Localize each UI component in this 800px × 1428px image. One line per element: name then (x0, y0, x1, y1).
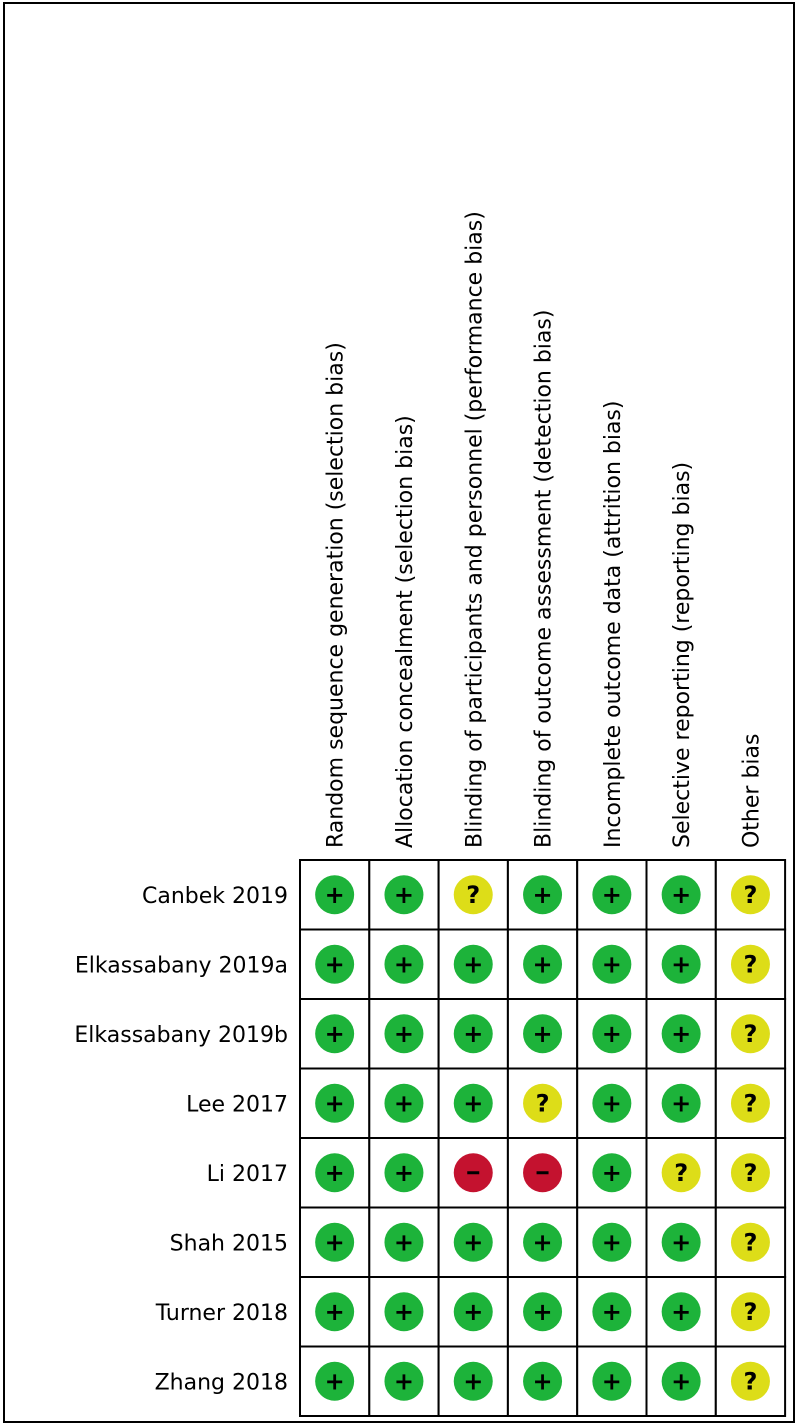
judgement-symbol: + (393, 1367, 415, 1396)
judgement-symbol: + (324, 1158, 345, 1187)
domain-label: Blinding of outcome assessment (detection bias) (531, 309, 557, 848)
judgement-symbol: + (393, 1228, 415, 1257)
study-label: Elkassabany 2019b (74, 1022, 288, 1048)
domain-label: Allocation concealment (selection bias) (392, 415, 418, 848)
judgement-symbol: + (324, 1228, 345, 1257)
judgement-symbol: + (324, 1297, 345, 1326)
judgement-symbol: + (532, 1297, 553, 1326)
judgement-symbol: + (601, 1019, 622, 1048)
risk-of-bias-grid (5, 4, 797, 1425)
judgement-symbol: + (463, 1019, 484, 1048)
study-label: Shah 2015 (169, 1231, 288, 1257)
judgement-symbol: + (393, 1089, 415, 1118)
judgement-symbol: + (601, 1297, 622, 1326)
judgement-symbol: + (324, 1367, 345, 1396)
judgement-symbol: ? (743, 1089, 758, 1118)
judgement-symbol: ? (743, 1019, 758, 1048)
judgement-symbol: + (324, 880, 345, 909)
judgement-symbol: ? (743, 1228, 758, 1257)
domain-label: Selective reporting (reporting bias) (670, 461, 696, 848)
judgement-symbol: + (532, 1367, 553, 1396)
judgement-symbol: + (393, 1019, 415, 1048)
domain-label: Other bias (739, 733, 765, 848)
judgement-symbol: ? (743, 950, 758, 979)
judgement-symbol: + (463, 1089, 484, 1118)
domain-label: Incomplete outcome data (attrition bias) (600, 400, 626, 848)
judgement-symbol: + (671, 1367, 692, 1396)
judgement-symbol: ? (674, 1158, 689, 1187)
minus-sign (467, 1171, 479, 1174)
judgement-symbol: + (324, 950, 345, 979)
judgement-symbol: + (532, 950, 553, 979)
study-label: Turner 2018 (155, 1300, 288, 1326)
domain-label: Random sequence generation (selection bias) (323, 342, 349, 848)
judgement-symbol: + (671, 1019, 692, 1048)
judgement-symbol: + (463, 950, 484, 979)
judgement-symbol: + (463, 1228, 484, 1257)
judgement-symbol: + (463, 1367, 484, 1396)
judgement-symbol: + (601, 880, 622, 909)
judgement-symbol: + (601, 1158, 622, 1187)
judgement-symbol: + (324, 1019, 345, 1048)
judgement-symbol: + (671, 1228, 692, 1257)
judgement-symbol: ? (743, 1158, 758, 1187)
study-label: Zhang 2018 (154, 1370, 288, 1396)
judgement-symbol: ? (743, 880, 758, 909)
study-label: Elkassabany 2019a (74, 953, 288, 979)
judgement-symbol: + (601, 1228, 622, 1257)
study-label: Canbek 2019 (141, 883, 288, 909)
judgement-symbol: + (532, 1228, 553, 1257)
judgement-symbol: ? (743, 1367, 758, 1396)
judgement-symbol: + (393, 950, 415, 979)
judgement-symbol: + (601, 1367, 622, 1396)
judgement-symbol: ? (466, 880, 481, 909)
domain-label: Blinding of participants and personnel (performance bias) (462, 211, 488, 848)
judgement-symbol: + (532, 1019, 553, 1048)
judgement-symbol: + (671, 1297, 692, 1326)
judgement-symbol: + (463, 1297, 484, 1326)
judgement-symbol: + (671, 880, 692, 909)
judgement-symbol: ? (535, 1089, 550, 1118)
judgement-symbol: + (393, 1158, 415, 1187)
risk-of-bias-figure (3, 2, 795, 1423)
minus-sign (537, 1171, 549, 1174)
judgement-symbol: ? (743, 1297, 758, 1326)
judgement-symbol: + (324, 1089, 345, 1118)
judgement-symbol: + (671, 1089, 692, 1118)
judgement-symbol: + (393, 880, 415, 909)
judgement-symbol: + (601, 1089, 622, 1118)
study-label: Lee 2017 (186, 1092, 288, 1118)
judgement-symbol: + (393, 1297, 415, 1326)
judgement-symbol: + (671, 950, 692, 979)
study-label: Li 2017 (206, 1161, 288, 1187)
judgement-symbol: + (601, 950, 622, 979)
judgement-symbol: + (532, 880, 553, 909)
